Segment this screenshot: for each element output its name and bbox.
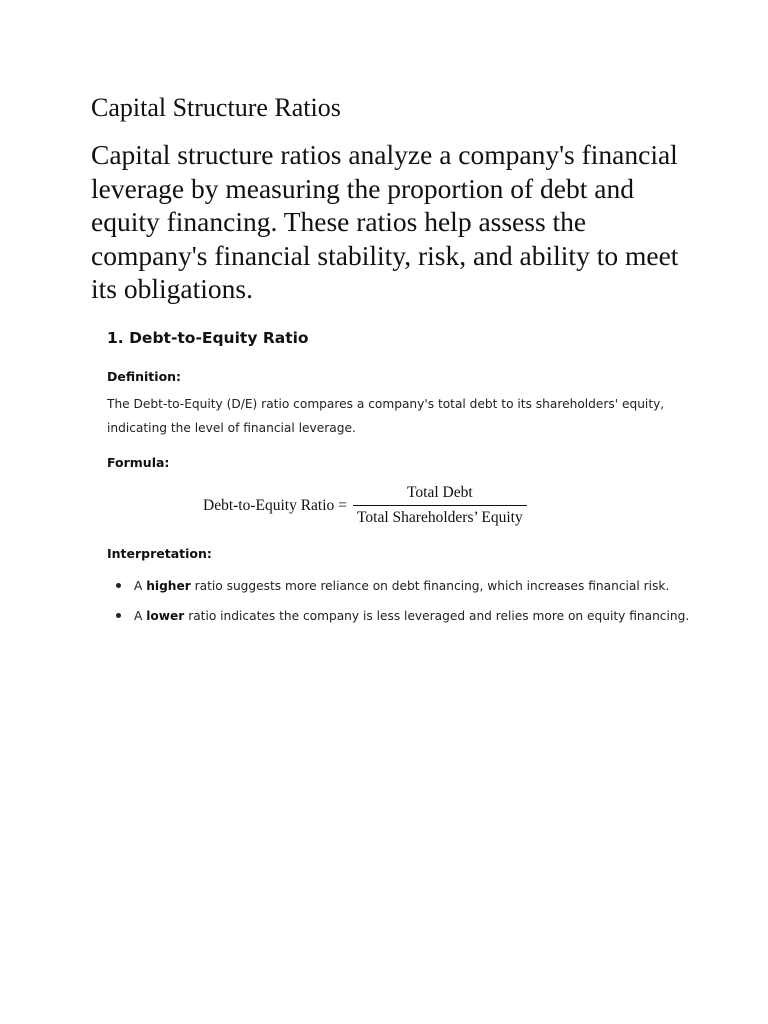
debt-to-equity-section bbox=[107, 326, 690, 631]
interpretation-bullet-higher bbox=[107, 571, 687, 601]
bullet-prefix: A bbox=[134, 579, 143, 593]
bullet-emphasis: higher bbox=[146, 579, 191, 593]
formula-lhs: Debt-to-Equity Ratio bbox=[203, 496, 335, 514]
bullet-prefix: A bbox=[134, 609, 143, 623]
bullet-text: ratio suggests more reliance on debt financing, which increases financial risk. bbox=[194, 579, 670, 593]
interpretation-bullet-lower bbox=[107, 601, 690, 631]
interpretation-list bbox=[107, 571, 690, 631]
bullet-dot-icon bbox=[116, 583, 121, 588]
definition-label: Definition: bbox=[107, 369, 182, 384]
section-heading: 1. Debt-to-Equity Ratio bbox=[107, 329, 309, 347]
bullet-text: ratio indicates the company is less leveraged and relies more on equity financing. bbox=[188, 609, 690, 623]
formula bbox=[203, 484, 687, 527]
formula-numerator: Total Debt bbox=[407, 484, 473, 501]
bullet-emphasis: lower bbox=[146, 609, 185, 623]
intro-paragraph: Capital structure ratios analyze a company's financial leverage by measuring the proportion of debt and equity financing. These ratios help assess the company's financial stability, risk, and ability to meet its obligations. bbox=[91, 139, 679, 304]
formula-denominator: Total Shareholders’ Equity bbox=[357, 509, 523, 526]
interpretation-label: Interpretation: bbox=[107, 546, 212, 561]
document-title: Capital Structure Ratios bbox=[91, 93, 341, 122]
formula-label: Formula: bbox=[107, 455, 170, 470]
formula-equals-sign: = bbox=[338, 496, 348, 514]
bullet-dot-icon bbox=[116, 613, 121, 618]
definition-text: The Debt-to-Equity (D/E) ratio compares a company's total debt to its shareholders' equity, indicating the level of financial leverage. bbox=[107, 397, 665, 435]
formula-fraction bbox=[353, 484, 527, 527]
